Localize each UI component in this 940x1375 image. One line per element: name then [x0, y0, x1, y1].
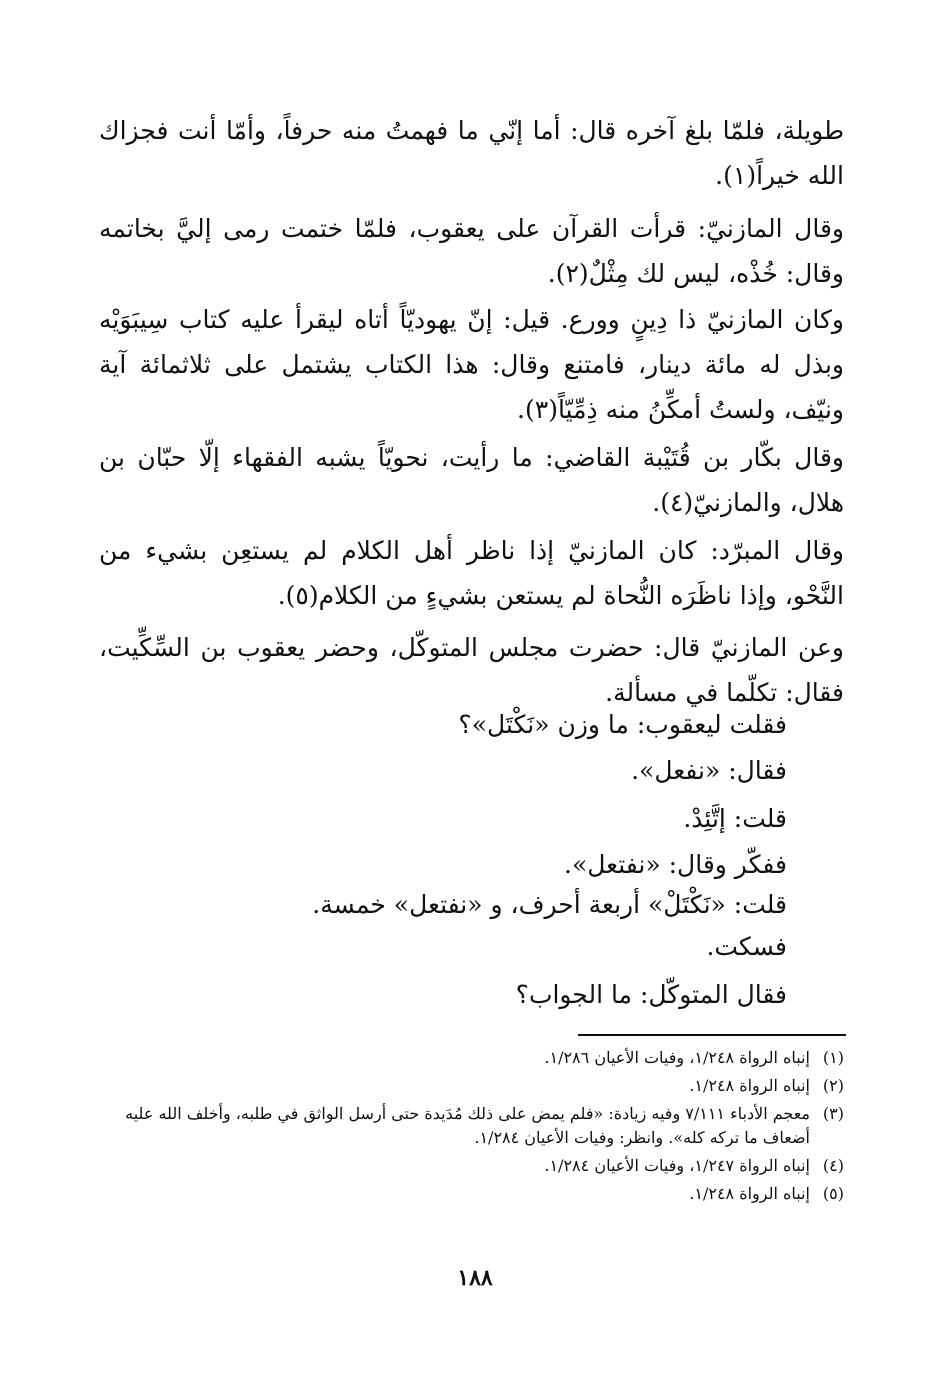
footnote-number: (٥) [822, 1184, 844, 1203]
dialogue-line: فقال المتوكّل: ما الجواب؟ [515, 980, 787, 1009]
footnote [99, 1182, 844, 1206]
paragraph-5: وقال المبرّد: كان المازنيّ إذا ناظر أهل الكلام لم يستعِن بشيء من النَّحْو، وإذا ناظَرَه النُّحاة لم يستعن بشيءٍ من الكلام(٥). [99, 536, 844, 610]
dialogue-line: قلت: إتَّئِدْ. [683, 804, 787, 833]
paragraph-4: وقال بكّار بن قُتَيْبة القاضي: ما رأيت، نحويّاً يشبه الفقهاء إلّا حبّان بن هلال، والمازنيّ(٤). [99, 443, 844, 517]
paragraph-3: وكان المازنيّ ذا دِينٍ وورع. قيل: إنّ يهوديّاً أتاه ليقرأ عليه كتاب سِيبَوَيْه وبذل له مائة دينار، فامتنع وقال: هذا الكتاب يشتمل على ثلاثمائة آية ونيّف، ولستُ أمكِّنُ منه ذِمِّيّاً(٣). [99, 305, 844, 424]
footnote-text: إنباه الرواة ١/٢٤٨. [689, 1076, 810, 1095]
dialogue-line: فقلت ليعقوب: ما وزن «نَكْتَل»؟ [458, 710, 787, 739]
dialogue-line: فقال: «نفعل». [631, 756, 787, 785]
dialogue-line: قلت: «نَكْتَلْ» أربعة أحرف، و «نفتعل» خمسة. [312, 890, 787, 919]
dialogue-line: ففكّر وقال: «نفتعل». [564, 850, 787, 879]
page-number: ١٨٨ [457, 1265, 493, 1291]
footnote-number: (٤) [822, 1156, 844, 1175]
footnote-text: إنباه الرواة ١/٢٤٨. [689, 1184, 810, 1203]
footnote-text: إنباه الرواة ١/٢٤٨، وفيات الأعيان ١/٢٨٦. [544, 1048, 810, 1067]
footnote-number: (٣) [822, 1104, 844, 1123]
footnotes [99, 1046, 844, 1210]
paragraph-6: وعن المازنيّ قال: حضرت مجلس المتوكّل، وحضر يعقوب بن السِّكِّيت، فقال: تكلّما في مسألة. [99, 633, 844, 707]
dialogue-line: فسكت. [706, 932, 787, 961]
footnote-number: (١) [822, 1048, 844, 1067]
footnote [99, 1074, 844, 1098]
footnote-separator [578, 1034, 846, 1036]
footnote-number: (٢) [822, 1076, 844, 1095]
footnote [99, 1154, 844, 1178]
dialogue-block [147, 710, 787, 1020]
paragraph-2: وقال المازنيّ: قرأت القرآن على يعقوب، فلمّا ختمت رمى إليَّ بخاتمه وقال: خُذْه، ليس لك مِثْلٌ(٢). [99, 214, 844, 288]
footnote-text: إنباه الرواة ١/٢٤٧، وفيات الأعيان ١/٢٨٤. [544, 1156, 810, 1175]
footnote [99, 1102, 844, 1150]
footnote-text: معجم الأدباء ٧/١١١ وفيه زيادة: «فلم يمض على ذلك مُدَيدة حتى أرسل الواثق في طلبه، وأخلف الله عليه أضعاف ما تركه كله». وانظر: وفيات الأعيان ١/٢٨٤. [125, 1104, 810, 1147]
footnote [99, 1046, 844, 1070]
paragraph-1: طويلة، فلمّا بلغ آخره قال: أما إنّي ما فهمتُ منه حرفاً، وأمّا أنت فجزاك الله خيراً(١). [99, 116, 844, 190]
